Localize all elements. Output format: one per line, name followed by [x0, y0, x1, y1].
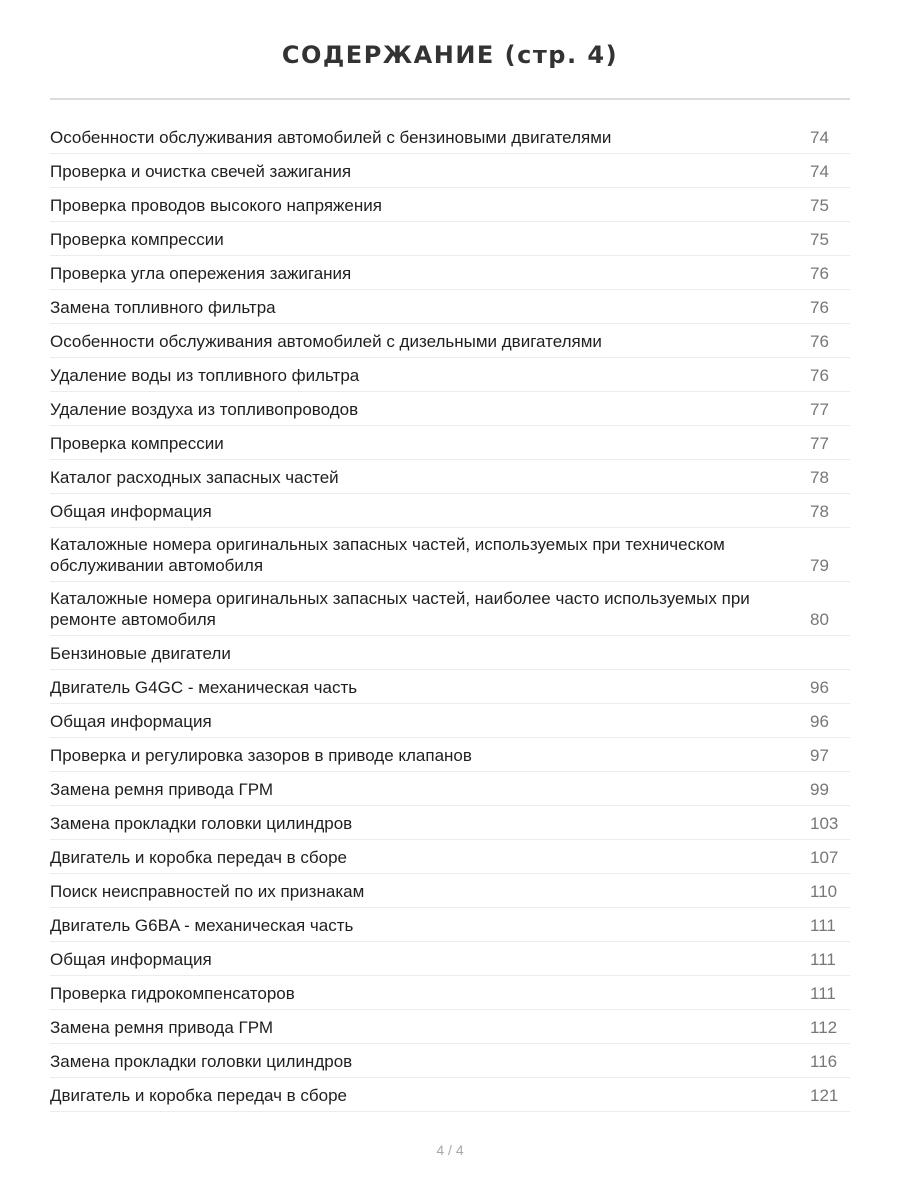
title-divider — [50, 98, 850, 100]
toc-entry[interactable] — [50, 1044, 850, 1078]
toc-entry-page-number: 77 — [810, 434, 829, 453]
toc-entry[interactable] — [50, 120, 850, 154]
toc-entry[interactable] — [50, 528, 850, 582]
toc-entry-page-number: 75 — [810, 196, 829, 215]
toc-entry[interactable] — [50, 290, 850, 324]
toc-entry-page-number: 103 — [810, 814, 839, 833]
toc-entry-title: Двигатель и коробка передач в сборе — [50, 848, 348, 867]
toc-entry-page-number: 75 — [810, 230, 829, 249]
toc-entry-page-number: 111 — [810, 984, 836, 1003]
page-title: СОДЕРЖАНИЕ (стр. 4) — [281, 41, 619, 69]
toc-entry-title: Бензиновые двигатели — [50, 644, 231, 663]
toc-entry-title: Замена прокладки головки цилиндров — [50, 814, 353, 833]
toc-entry-title: Проверка проводов высокого напряжения — [50, 196, 382, 215]
toc-entry[interactable] — [50, 806, 850, 840]
toc-entry-page-number: 77 — [810, 400, 829, 419]
toc-entry[interactable] — [50, 1010, 850, 1044]
toc-entry-title: Общая информация — [50, 950, 212, 969]
toc-entry-page-number: 96 — [810, 678, 829, 697]
toc-entry-title: Замена ремня привода ГРМ — [50, 780, 274, 799]
toc-entry-title: Удаление воды из топливного фильтра — [50, 366, 360, 385]
toc-entry-page-number: 111 — [810, 916, 836, 935]
toc-entry-title: Двигатель G4GC - механическая часть — [50, 678, 358, 697]
toc-entry[interactable] — [50, 1078, 850, 1112]
toc-entry[interactable] — [50, 738, 850, 772]
toc-entry-title: Особенности обслуживания автомобилей с бензиновыми двигателями — [50, 128, 612, 147]
toc-entry-title: Замена топливного фильтра — [50, 298, 276, 317]
toc-entry-page-number: 76 — [810, 264, 829, 283]
page-indicator: 4 / 4 — [436, 1142, 464, 1158]
toc-entry-page-number: 79 — [810, 556, 829, 575]
toc-entry-page-number: 76 — [810, 298, 829, 317]
toc-entry-title: Проверка и регулировка зазоров в приводе клапанов — [50, 746, 472, 765]
toc-entry[interactable] — [50, 704, 850, 738]
toc-entry-title: Проверка угла опережения зажигания — [50, 264, 352, 283]
toc-entry-title: Замена прокладки головки цилиндров — [50, 1052, 353, 1071]
toc-entry-page-number: 76 — [810, 332, 829, 351]
toc-entry-title: Каталожные номера оригинальных запасных частей, наиболее часто используемых при ремонте автомобиля — [50, 589, 750, 629]
toc-entry[interactable] — [50, 636, 850, 670]
toc-entry-title: Удаление воздуха из топливопроводов — [50, 400, 359, 419]
toc-entry-page-number: 110 — [810, 882, 838, 901]
toc-entry-page-number: 96 — [810, 712, 829, 731]
toc-entry-title: Проверка и очистка свечей зажигания — [50, 162, 352, 181]
toc-entry[interactable] — [50, 426, 850, 460]
toc-entry-page-number: 116 — [810, 1052, 838, 1071]
toc-entry-page-number: 74 — [810, 162, 829, 181]
toc-entry[interactable] — [50, 582, 850, 636]
toc-entry-title: Замена ремня привода ГРМ — [50, 1018, 274, 1037]
toc-entry-page-number: 80 — [810, 610, 829, 629]
table-of-contents — [50, 120, 850, 1112]
toc-entry-title: Двигатель G6BA - механическая часть — [50, 916, 354, 935]
toc-entry-title: Поиск неисправностей по их признакам — [50, 882, 365, 901]
toc-entry-title: Каталог расходных запасных частей — [50, 468, 339, 487]
toc-entry[interactable] — [50, 874, 850, 908]
toc-entry-title: Проверка компрессии — [50, 230, 224, 249]
toc-entry[interactable] — [50, 154, 850, 188]
toc-entry-page-number: 111 — [810, 950, 836, 969]
toc-entry-page-number: 107 — [810, 848, 839, 867]
toc-entry[interactable] — [50, 840, 850, 874]
toc-entry-page-number: 112 — [810, 1018, 838, 1037]
toc-entry-title: Каталожные номера оригинальных запасных частей, используемых при техническом обслуживании автомобиля — [50, 535, 725, 575]
toc-entry[interactable] — [50, 324, 850, 358]
toc-entry[interactable] — [50, 670, 850, 704]
toc-entry-title: Общая информация — [50, 712, 212, 731]
toc-entry-page-number: 121 — [810, 1086, 839, 1105]
toc-entry[interactable] — [50, 188, 850, 222]
toc-entry-page-number: 99 — [810, 780, 829, 799]
toc-entry[interactable] — [50, 392, 850, 426]
toc-entry-title: Проверка компрессии — [50, 434, 224, 453]
toc-entry[interactable] — [50, 908, 850, 942]
toc-entry[interactable] — [50, 976, 850, 1010]
toc-entry[interactable] — [50, 222, 850, 256]
toc-entry-page-number: 78 — [810, 502, 829, 521]
toc-entry[interactable] — [50, 942, 850, 976]
toc-entry[interactable] — [50, 494, 850, 528]
toc-entry[interactable] — [50, 358, 850, 392]
toc-entry-title: Особенности обслуживания автомобилей с дизельными двигателями — [50, 332, 602, 351]
toc-entry-page-number: 74 — [810, 128, 829, 147]
toc-entry[interactable] — [50, 772, 850, 806]
toc-entry[interactable] — [50, 256, 850, 290]
toc-entry-title: Общая информация — [50, 502, 212, 521]
toc-entry-title: Проверка гидрокомпенсаторов — [50, 984, 295, 1003]
toc-entry-page-number: 76 — [810, 366, 829, 385]
toc-entry-page-number: 78 — [810, 468, 829, 487]
toc-entry-title: Двигатель и коробка передач в сборе — [50, 1086, 348, 1105]
toc-entry[interactable] — [50, 460, 850, 494]
toc-entry-page-number: 97 — [810, 746, 829, 765]
